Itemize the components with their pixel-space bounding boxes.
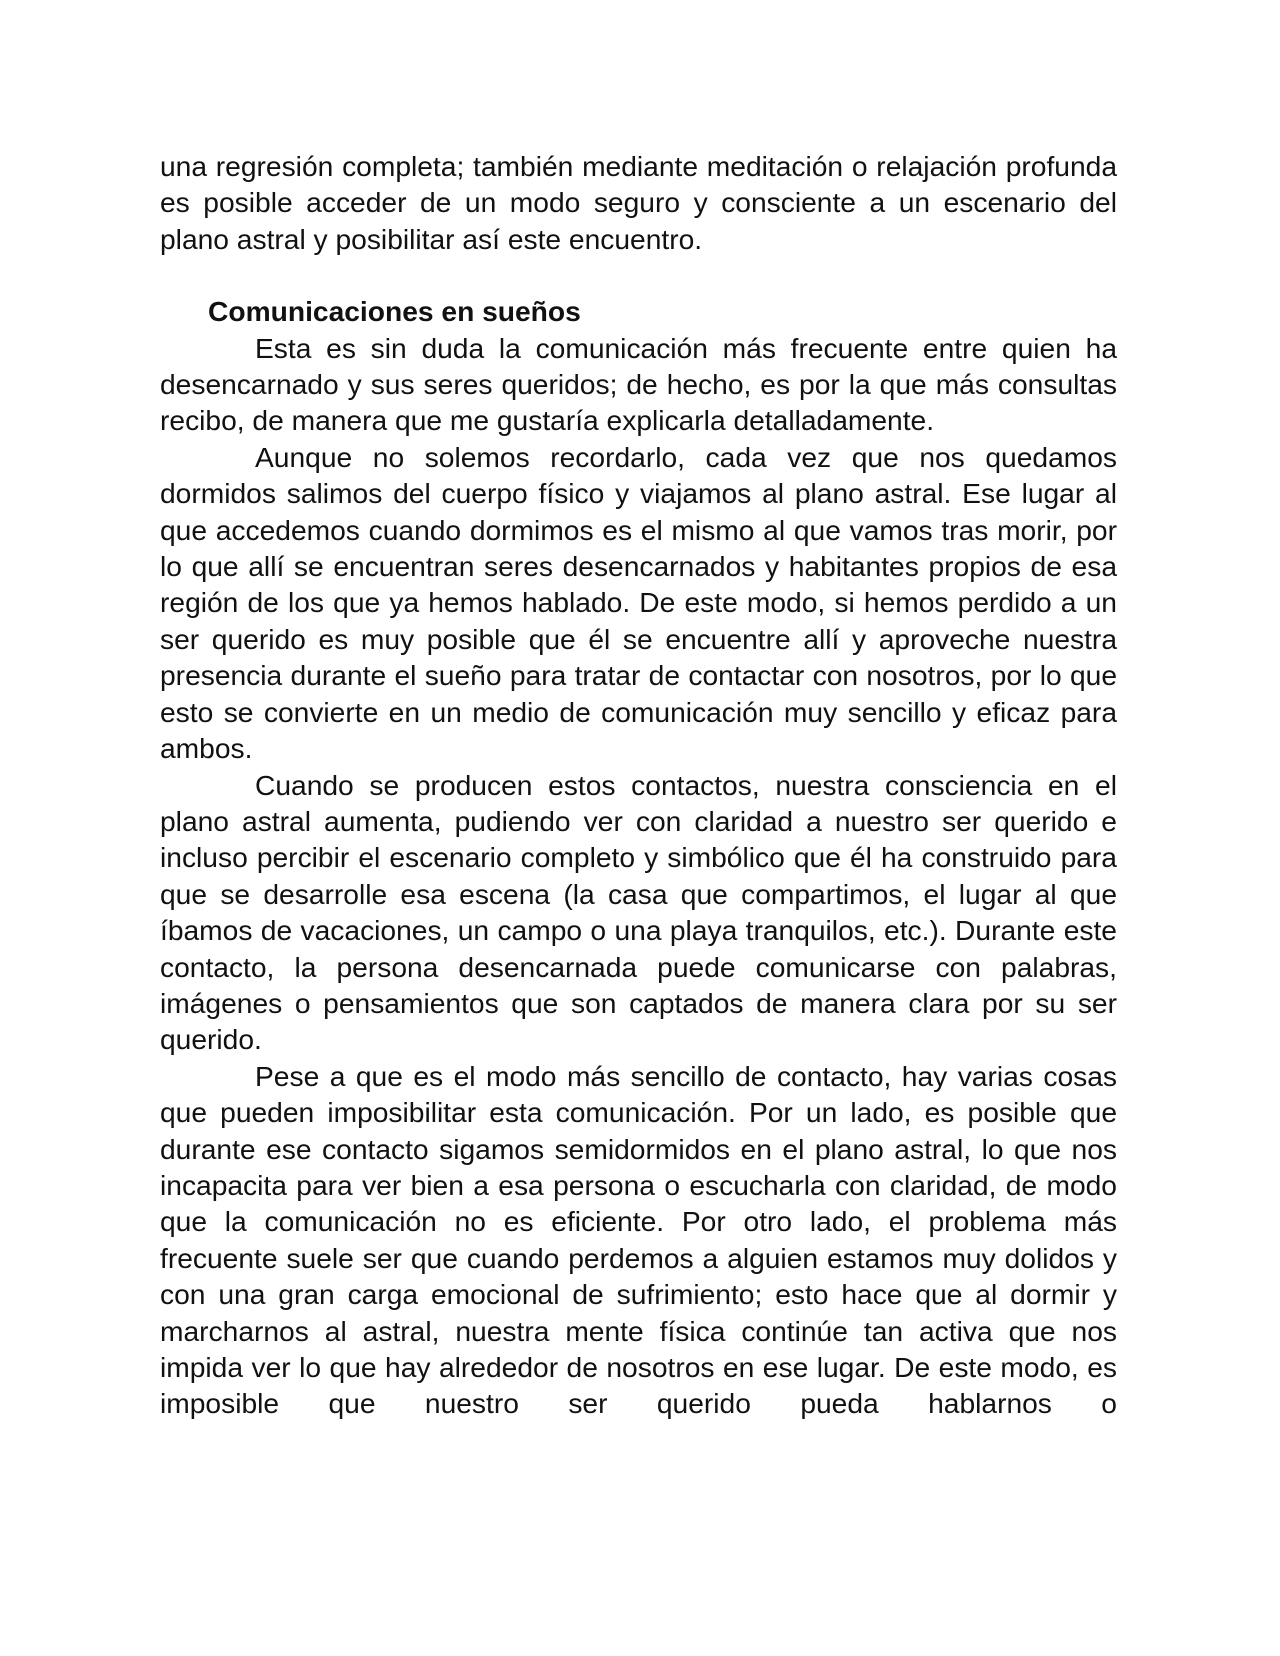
document-page bbox=[160, 148, 1117, 1422]
body-paragraph-1: Esta es sin duda la comunicación más frecuente entre quien ha desencarnado y sus seres queridos; de hecho, es por la que más consultas recibo, de manera que me gustaría explicarla detalladamente. bbox=[160, 331, 1117, 437]
body-paragraph-4: Pese a que es el modo más sencillo de contacto, hay varias cosas que pueden imposibilitar esta comunicación. Por un lado, es posible que durante ese contacto sigamos semidormidos en el plano astral, lo que nos incapacita para ver bien a esa persona o escucharla con claridad, de modo que la comunicación no es eficiente. Por otro lado, el problema más frecuente suele ser que cuando perdemos a alguien estamos muy dolidos y con una gran carga emocional de sufrimiento; esto hace que al dormir y marcharnos al astral, nuestra mente física continúe tan activa que nos impida ver lo que hay alrededor de nosotros en ese lugar. De este modo, es imposible que nuestro ser querido pueda hablarnos o bbox=[160, 1059, 1117, 1420]
intro-paragraph: una regresión completa; también mediante meditación o relajación profunda es posible acceder de un modo seguro y consciente a un escenario del plano astral y posibilitar así este encuentro. bbox=[160, 150, 1117, 255]
section-heading: Comunicaciones en sueños bbox=[208, 295, 581, 328]
body-paragraph-2: Aunque no solemos recordarlo, cada vez que nos quedamos dormidos salimos del cuerpo físico y viajamos al plano astral. Ese lugar al que accedemos cuando dormimos es el mismo al que vamos tras morir, por lo que allí se encuentran seres desencarnados y habitantes propios de esa región de los que ya hemos hablado. De este modo, si hemos perdido a un ser querido es muy posible que él se encuentre allí y aproveche nuestra presencia durante el sueño para tratar de contactar con nosotros, por lo que esto se convierte en un medio de comunicación muy sencillo y eficaz para ambos. bbox=[160, 440, 1117, 765]
section-spacer bbox=[160, 257, 1117, 293]
body-paragraph-3: Cuando se producen estos contactos, nuestra consciencia en el plano astral aumenta, pudiendo ver con claridad a nuestro ser querido e incluso percibir el escenario completo y simbólico que él ha construido para que se desarrolle esa escena (la casa que compartimos, el lugar al que íbamos de vacaciones, un campo o una playa tranquilos, etc.). Durante este contacto, la persona desencarnada puede comunicarse con palabras, imágenes o pensamientos que son captados de manera clara por su ser querido. bbox=[160, 768, 1117, 1056]
